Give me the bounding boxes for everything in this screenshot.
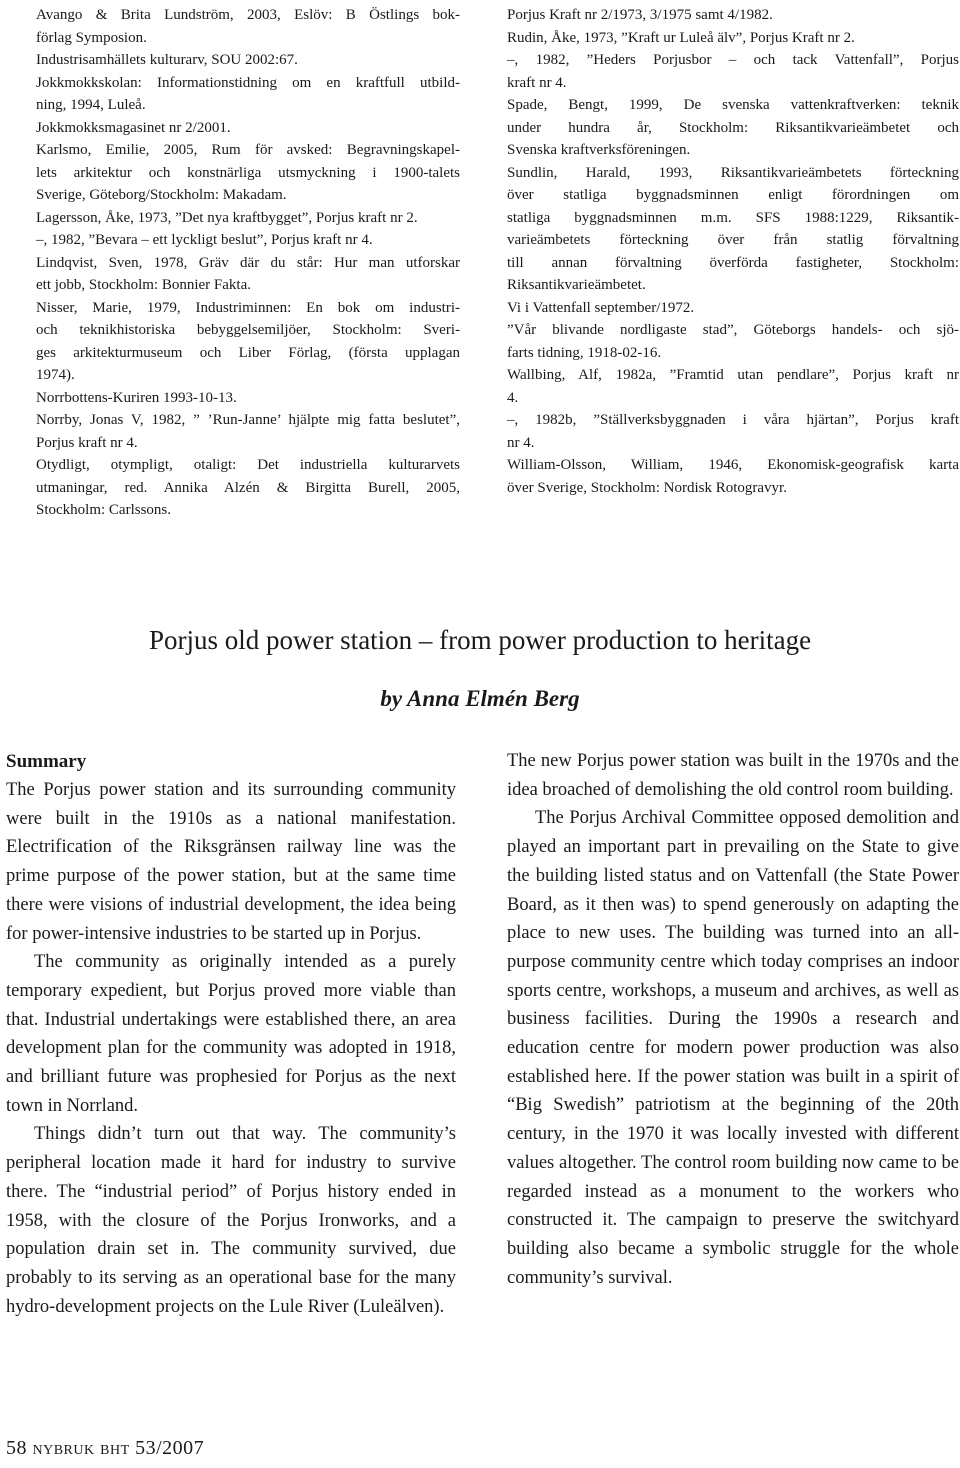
reference-line: kraft nr 4. <box>507 74 567 91</box>
reference-line: Jokkmokkskolan: Informationstidning om en kraftfull utbild- <box>36 74 460 91</box>
reference-line: lets arkitektur och konstnärliga utsmyckning i 1900-talets <box>36 164 460 181</box>
reference-line: William-Olsson, William, 1946, Ekonomisk-geografisk karta <box>507 457 959 473</box>
reference-line: Wallbing, Alf, 1982a, ”Framtid utan pendlare”, Porjus kraft nr <box>507 367 959 383</box>
article-body-left-column <box>6 747 456 1321</box>
reference-line: Riksantikvarieämbetet. <box>507 277 646 293</box>
reference-line: Svenska kraftverksföreningen. <box>507 142 691 158</box>
reference-line: Jokkmokksmagasinet nr 2/2001. <box>36 119 231 136</box>
page-footer <box>6 1437 204 1460</box>
reference-line: Stockholm: Carlssons. <box>36 502 172 518</box>
body-paragraph: The Porjus power station and its surrounding community were built in the 1910s as a national manifestation. Electrification of the Riksgränsen railway line was the prime purpose of the power station, but at the same time there were visions of industrial development, the idea being for power-intensive industries to be started up in Porjus. <box>6 780 456 944</box>
reference-line: Porjus kraft nr 4. <box>36 434 138 451</box>
reference-line: farts tidning, 1918-02-16. <box>507 344 662 361</box>
reference-line: –, 1982, ”Heders Porjusbor – och tack Vattenfall”, Porjus <box>507 52 959 68</box>
reference-line: Industrisamhällets kulturarv, SOU 2002:67. <box>36 52 298 68</box>
reference-line: över statliga byggnadsminnen enligt förordningen om <box>507 187 959 203</box>
reference-line: –, 1982b, ”Ställverksbyggnaden i våra hjärtan”, Porjus kraft <box>507 412 959 428</box>
reference-line: över Sverige, Stockholm: Nordisk Rotogravyr. <box>507 479 787 496</box>
reference-line: 1974). <box>36 367 75 383</box>
reference-line: Karlsmo, Emilie, 2005, Rum för avsked: Begravningskapel- <box>36 142 460 158</box>
reference-line: Otydligt, otympligt, otaligt: Det industriella kulturarvets <box>36 457 460 473</box>
reference-line: nr 4. <box>507 434 535 451</box>
reference-line: ning, 1994, Luleå. <box>36 97 146 113</box>
reference-line: utmaningar, red. Annika Alzén & Birgitta Burell, 2005, <box>36 479 460 496</box>
article-author: by Anna Elmén Berg <box>380 686 580 711</box>
reference-line: under hundra år, Stockholm: Riksantikvarieämbetet och <box>507 119 959 136</box>
article-body-right-column <box>507 747 959 1292</box>
reference-line: varieämbetets förteckning över från statlig förvaltning <box>507 232 959 248</box>
references-right-column <box>507 4 959 499</box>
reference-line: –, 1982, ”Bevara – ett lyckligt beslut”, Porjus kraft nr 4. <box>36 232 373 248</box>
reference-line: Lagersson, Åke, 1973, ”Det nya kraftbygget”, Porjus kraft nr 2. <box>36 209 418 226</box>
reference-line: Porjus Kraft nr 2/1973, 3/1975 samt 4/1982. <box>507 7 773 23</box>
reference-line: till annan förvaltning överförda fastigheter, Stockholm: <box>507 254 959 271</box>
reference-line: Spade, Bengt, 1999, De svenska vattenkraftverken: teknik <box>507 97 959 113</box>
body-paragraph: The community as originally intended as a purely temporary expedient, but Porjus proved more viable than that. Industrial undertakings were established there, an area development plan for the community was adopted in 1918, and brilliant future was prophesied for Porjus as the next town in Norrland. <box>6 952 456 1116</box>
reference-line: ges arkitekturmuseum och Liber Förlag, (första upplagan <box>36 344 460 361</box>
body-paragraph: The Porjus Archival Committee opposed demolition and played an important part in prevailing on the State to give the building listed status and on Vattenfall (the State Power Board, as it then was) to spend generously on adapting the place to new uses. The building was turned into an all-purpose community centre which today comprises an indoor sports centre, workshops, a museum and archives, as well as business facilities. During the 1990s a research and education centre for modern power production was also established here. If the power station was built in a spirit of “Big Swedish” patriotism at the beginning of the 20th century, in the 1970 it was locally invested with different values altogether. The control room building now came to be regarded instead as a monument to the workers who constructed it. The campaign to preserve the switchyard building also became a symbolic struggle for the whole community’s survival. <box>507 808 959 1288</box>
summary-heading: Summary <box>6 751 87 772</box>
body-paragraph: The new Porjus power station was built in the 1970s and the idea broached of demolishing the old control room building. <box>507 751 959 800</box>
reference-line: Vi i Vattenfall september/1972. <box>507 299 695 316</box>
reference-line: Rudin, Åke, 1973, ”Kraft ur Luleå älv”, Porjus Kraft nr 2. <box>507 29 855 46</box>
reference-line: förlag Symposion. <box>36 29 147 46</box>
reference-line: statliga byggnadsminnen m.m. SFS 1988:1229, Riksantik- <box>507 209 959 226</box>
reference-line: Sverige, Göteborg/Stockholm: Makadam. <box>36 187 287 203</box>
reference-line: Norrbottens-Kuriren 1993-10-13. <box>36 389 237 406</box>
article-title: Porjus old power station – from power production to heritage <box>148 625 812 655</box>
references-left-column <box>36 4 460 522</box>
reference-line: ”Vår blivande nordligaste stad”, Göteborgs handels- och sjö- <box>507 322 959 338</box>
reference-line: Avango & Brita Lundström, 2003, Eslöv: B Östlings bok- <box>36 7 460 23</box>
page-number: 58 <box>6 1437 27 1459</box>
reference-line: Nisser, Marie, 1979, Industriminnen: En bok om industri- <box>36 299 460 316</box>
reference-line: Norrby, Jonas V, 1982, ” ’Run-Janne’ hjälpte mig fatta beslutet”, <box>36 412 460 428</box>
journal-name: nybruk <box>32 1437 95 1459</box>
reference-line: 4. <box>507 389 519 406</box>
reference-line: och teknikhistoriska bebyggelsemiljöer, Stockholm: Sveri- <box>36 322 460 338</box>
reference-line: ett jobb, Stockholm: Bonnier Fakta. <box>36 277 251 293</box>
journal-issue: bht 53/2007 <box>100 1437 205 1459</box>
reference-line: Lindqvist, Sven, 1978, Gräv där du står: Hur man utforskar <box>36 254 460 271</box>
reference-line: Sundlin, Harald, 1993, Riksantikvarieämbetets förteckning <box>507 164 959 181</box>
body-paragraph: Things didn’t turn out that way. The community’s peripheral location made it hard for industry to survive there. The “industrial period” of Porjus history ended in 1958, with the closure of the Porjus Ironworks, and a population drain set in. The community survived, due probably to its serving as an operational base for the many hydro-development projects on the Lule River (Luleälven). <box>6 1124 456 1317</box>
